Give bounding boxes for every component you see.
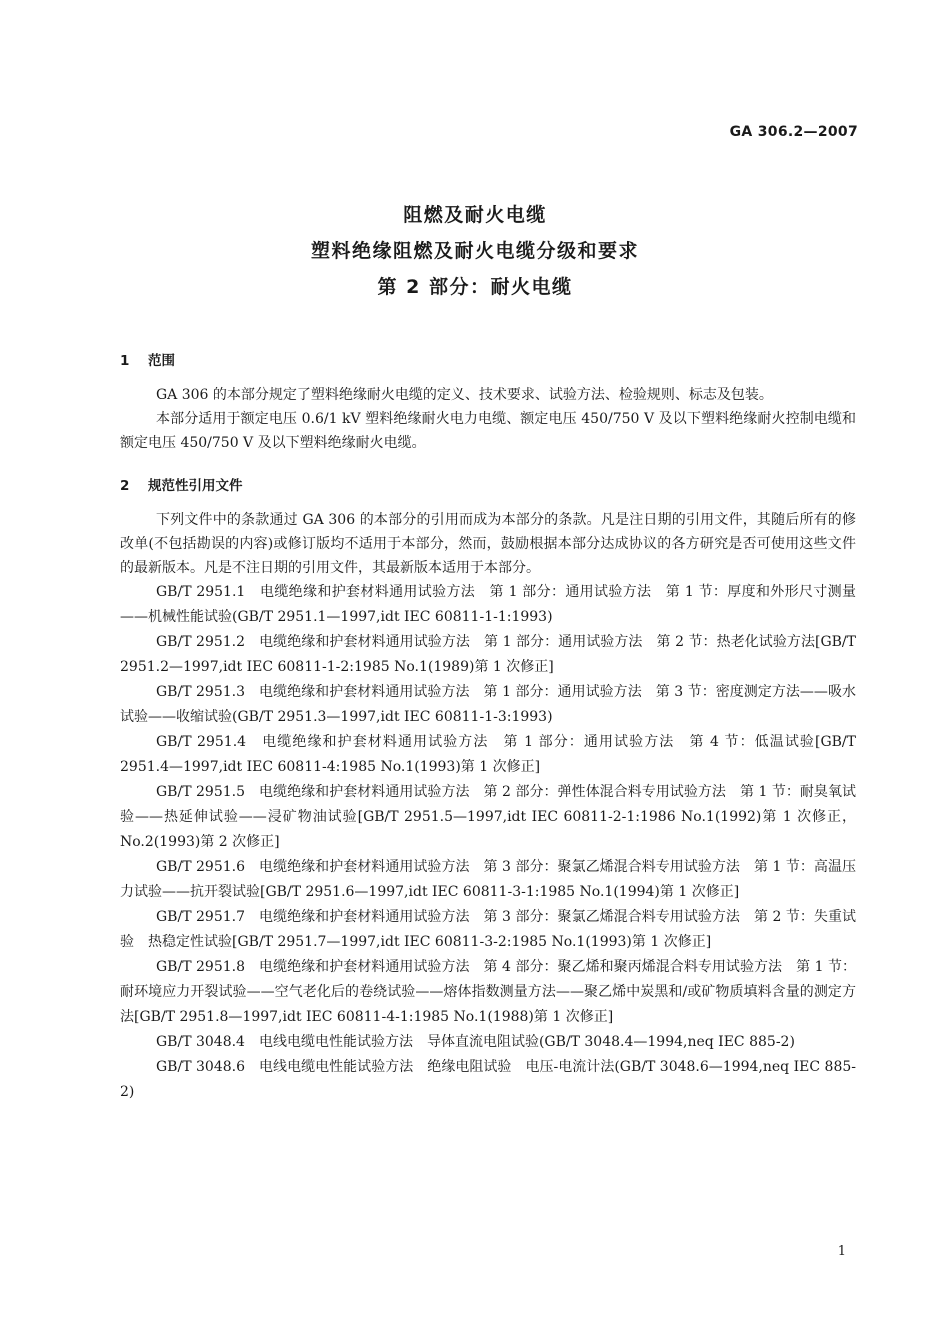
document-title — [0, 197, 950, 305]
page-number: 1 — [837, 1244, 846, 1259]
standard-code: GA 306.2—2007 — [729, 124, 858, 140]
scope-paragraph: GA 306 的本部分规定了塑料绝缘耐火电缆的定义、技术要求、试验方法、检验规则、标志及包装。 — [156, 387, 773, 403]
section-title: 规范性引用文件 — [148, 478, 243, 494]
section-number: 1 — [120, 353, 130, 369]
reference-item: GB/T 2951.8 电缆绝缘和护套材料通用试验方法 第 4 部分：聚乙烯和聚丙烯混合料专用试验方法 第 1 节：耐环境应力开裂试验——空气老化后的卷绕试验——熔体指数测量方法——聚乙烯中炭黑和/或矿物质填料含量的测定方法[GB/T 2951.8—1997,idt IEC 60811-4-1:1985 No.1(1988)第 1 次修正] — [120, 959, 856, 1025]
reference-item: GB/T 2951.1 电缆绝缘和护套材料通用试验方法 第 1 部分：通用试验方法 第 1 节：厚度和外形尺寸测量——机械性能试验(GB/T 2951.1—1997,idt IEC 60811-1-1:1993) — [120, 584, 856, 625]
reference-item: GB/T 2951.3 电缆绝缘和护套材料通用试验方法 第 1 部分：通用试验方法 第 3 节：密度测定方法——吸水试验——收缩试验(GB/T 2951.3—1997,idt IEC 60811-1-3:1993) — [120, 684, 856, 725]
section-heading-normative-references — [120, 475, 856, 497]
references-intro: 下列文件中的条款通过 GA 306 的本部分的引用而成为本部分的条款。凡是注日期的引用文件，其随后所有的修改单(不包括勘误的内容)或修订版均不适用于本部分，然而，鼓励根据本部分达成协议的各方研究是否可使用这些文件的最新版本。凡是不注日期的引用文件，其最新版本适用于本部分。 — [120, 512, 856, 576]
scope-paragraph: 本部分适用于额定电压 0.6/1 kV 塑料绝缘耐火电力电缆、额定电压 450/750 V 及以下塑料绝缘耐火控制电缆和额定电压 450/750 V 及以下塑料绝缘耐火电缆。 — [120, 411, 856, 451]
reference-item: GB/T 2951.6 电缆绝缘和护套材料通用试验方法 第 3 部分：聚氯乙烯混合料专用试验方法 第 1 节：高温压力试验——抗开裂试验[GB/T 2951.6—1997,idt IEC 60811-3-1:1985 No.1(1994)第 1 次修正] — [120, 859, 856, 900]
document-body — [120, 350, 856, 1105]
title-line-2: 塑料绝缘阻燃及耐火电缆分级和要求 — [310, 240, 639, 262]
title-line-1: 阻燃及耐火电缆 — [403, 204, 547, 226]
reference-item: GB/T 2951.2 电缆绝缘和护套材料通用试验方法 第 1 部分：通用试验方法 第 2 节：热老化试验方法[GB/T 2951.2—1997,idt IEC 60811-1-2:1985 No.1(1989)第 1 次修正] — [120, 634, 856, 675]
reference-item: GB/T 2951.5 电缆绝缘和护套材料通用试验方法 第 2 部分：弹性体混合料专用试验方法 第 1 节：耐臭氧试验——热延伸试验——浸矿物油试验[GB/T 2951.5—1997,idt IEC 60811-2-1:1986 No.1(1992)第 1 次修正，No.2(1993)第 2 次修正] — [120, 784, 856, 850]
section-heading-scope — [120, 350, 856, 372]
title-line-3: 第 2 部分：耐火电缆 — [377, 276, 573, 298]
section-number: 2 — [120, 478, 130, 494]
reference-item: GB/T 2951.7 电缆绝缘和护套材料通用试验方法 第 3 部分：聚氯乙烯混合料专用试验方法 第 2 节：失重试验 热稳定性试验[GB/T 2951.7—1997,idt IEC 60811-3-2:1985 No.1(1993)第 1 次修正] — [120, 909, 856, 950]
reference-item: GB/T 3048.6 电线电缆电性能试验方法 绝缘电阻试验 电压-电流计法(GB/T 3048.6—1994,neq IEC 885-2) — [120, 1059, 856, 1100]
reference-item: GB/T 3048.4 电线电缆电性能试验方法 导体直流电阻试验(GB/T 3048.4—1994,neq IEC 885-2) — [156, 1034, 795, 1050]
reference-item: GB/T 2951.4 电缆绝缘和护套材料通用试验方法 第 1 部分：通用试验方法 第 4 节：低温试验[GB/T 2951.4—1997,idt IEC 60811-4:1985 No.1(1993)第 1 次修正] — [120, 734, 856, 775]
section-title: 范围 — [148, 353, 175, 369]
